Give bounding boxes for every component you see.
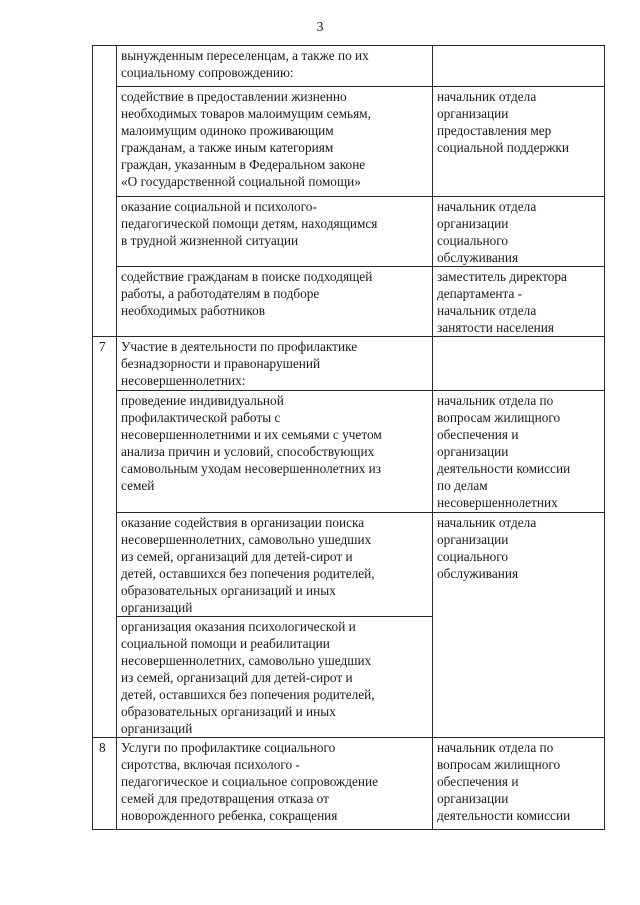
task-cell: [117, 267, 433, 337]
row-number-cell: 8: [93, 738, 117, 830]
task-cell: [117, 337, 433, 391]
responsible-text: начальник отдела по вопросам жилищного обеспечения и организации деятельности комиссии: [437, 740, 571, 823]
task-text: проведение индивидуальной профилактической работы с несовершеннолетними и их семьями с учетом анализа причин и условий, способствующих самовольным уходам несовершеннолетних из семей: [121, 393, 382, 493]
responsible-cell: [433, 197, 605, 267]
task-cell: [117, 738, 433, 830]
table-row: [93, 513, 605, 617]
task-text: Участие в деятельности по профилактике безнадзорности и правонарушений несовершеннолетних:: [121, 339, 358, 388]
task-cell: [117, 197, 433, 267]
table-row: [93, 267, 605, 337]
responsible-text: заместитель директора департамента - начальник отдела занятости населения: [437, 269, 567, 335]
table-row: [93, 337, 605, 391]
responsible-cell: [433, 337, 605, 391]
table-row: [93, 391, 605, 513]
responsible-cell: [433, 513, 605, 738]
row-number-cell: [93, 46, 117, 337]
task-text: оказание содействия в организации поиска несовершеннолетних, самовольно ушедших из семей, организаций для детей-сирот и детей, оставшихся без попечения родителей, образовательных организаций и иных организаций: [121, 515, 375, 615]
responsible-cell: [433, 87, 605, 197]
responsible-cell: [433, 267, 605, 337]
task-text: вынужденным переселенцам, а также по их социальному сопровождению:: [121, 48, 369, 80]
task-text: организация оказания психологической и социальной помощи и реабилитации несовершеннолетних, самовольно ушедших из семей, организаций для детей-сирот и детей, оставшихся без попечения родителей, образовательных организаций и иных организаций: [121, 619, 375, 736]
responsible-text: начальник отдела по вопросам жилищного обеспечения и организации деятельности комиссии по делам несовершеннолетних: [437, 393, 571, 510]
responsible-cell: [433, 46, 605, 87]
task-cell: [117, 46, 433, 87]
table-row: [93, 46, 605, 87]
responsibilities-table: [92, 45, 605, 830]
task-cell: [117, 617, 433, 738]
task-text: Услуги по профилактике социального сиротства, включая психолого - педагогическое и социальное сопровождение семей для предотвращения отказа от новорожденного ребенка, сокращения: [121, 740, 379, 823]
task-cell: [117, 513, 433, 617]
table-row: [93, 738, 605, 830]
row-number-cell: 7: [93, 337, 117, 738]
task-text: содействие гражданам в поиске подходящей работы, а работодателям в подборе необходимых работников: [121, 269, 373, 318]
responsible-text: начальник отдела организации социального обслуживания: [437, 515, 537, 581]
responsible-cell: [433, 391, 605, 513]
table-row: [93, 87, 605, 197]
task-text: оказание социальной и психолого- педагогической помощи детям, находящимся в трудной жизненной ситуации: [121, 199, 378, 248]
table-row: [93, 197, 605, 267]
task-cell: [117, 391, 433, 513]
responsible-text: начальник отдела организации социального обслуживания: [437, 199, 537, 265]
task-text: содействие в предоставлении жизненно необходимых товаров малоимущим семьям, малоимущим одиноко проживающим гражданам, а также иным категориям граждан, указанным в Федеральном законе «О государственной социальной помощи»: [121, 89, 371, 189]
page-number: 3: [316, 20, 324, 35]
responsible-cell: [433, 738, 605, 830]
task-cell: [117, 87, 433, 197]
responsible-text: начальник отдела организации предоставления мер социальной поддержки: [437, 89, 569, 155]
